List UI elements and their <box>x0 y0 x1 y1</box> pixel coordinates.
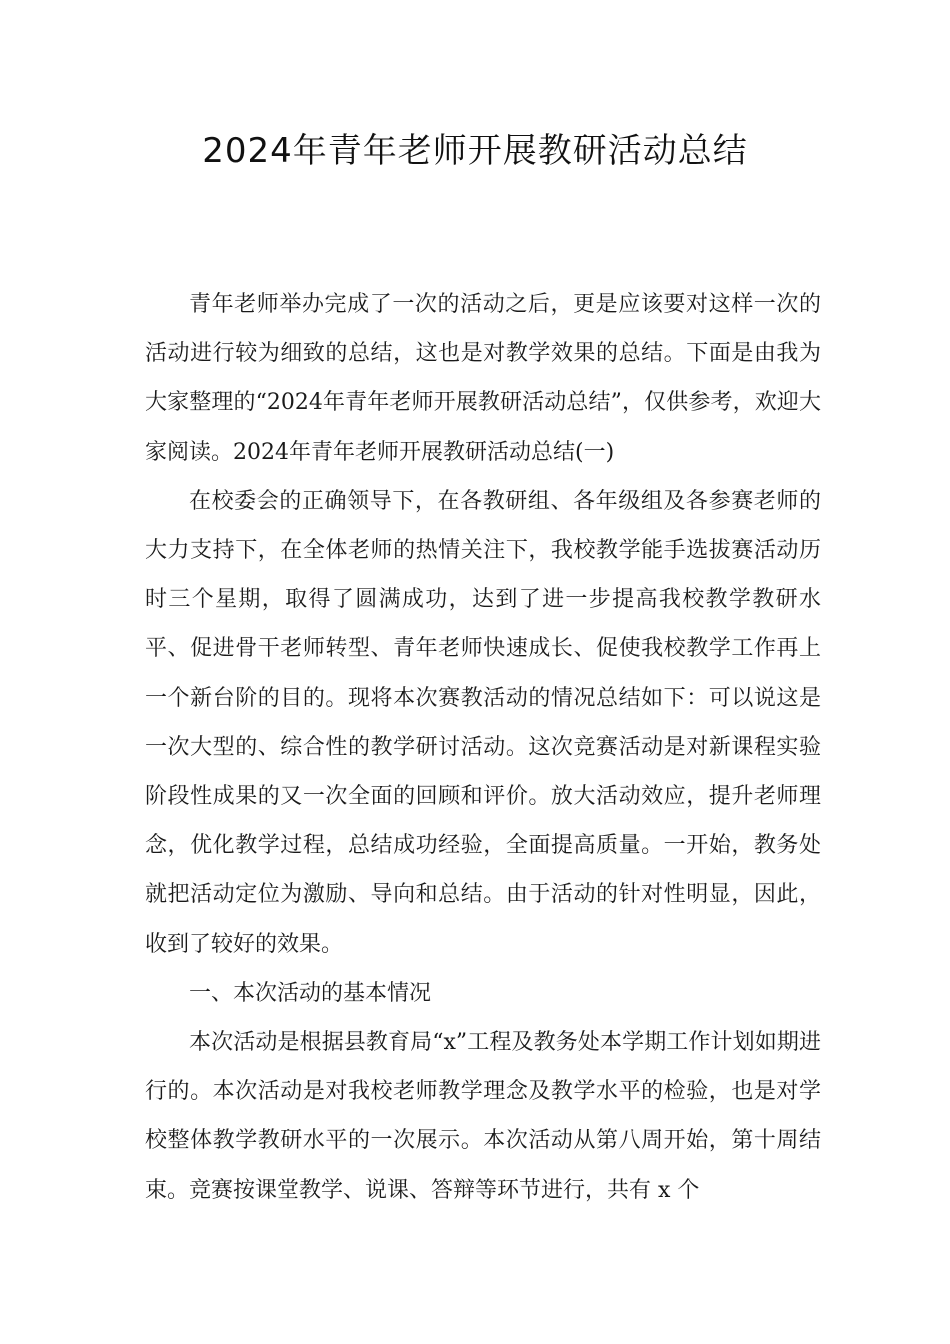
document-body <box>145 280 821 1215</box>
document-title: 2024年青年老师开展教研活动总结 <box>202 131 748 171</box>
section-heading: 一、本次活动的基本情况 <box>189 980 432 1006</box>
paragraph-basic-situation: 本次活动是根据县教育局“x”工程及教务处本学期工作计划如期进行的。本次活动是对我校老师教学理念及教学水平的检验，也是对学校整体教学教研水平的一次展示。本次活动从第八周开始，第十周结束。竞赛按课堂教学、说课、答辩等环节进行，共有 x 个 <box>145 1030 821 1203</box>
paragraph-intro: 青年老师举办完成了一次的活动之后，更是应该要对这样一次的活动进行较为细致的总结，这也是对教学效果的总结。下面是由我为大家整理的“2024年青年老师开展教研活动总结”，仅供参考，欢迎大家阅读。2024年青年老师开展教研活动总结(一) <box>145 292 821 465</box>
paragraph-summary: 在校委会的正确领导下，在各教研组、各年级组及各参赛老师的大力支持下，在全体老师的热情关注下，我校教学能手选拔赛活动历时三个星期，取得了圆满成功，达到了进一步提高我校教学教研水平、促进骨干老师转型、青年老师快速成长、促使我校教学工作再上一个新台阶的目的。现将本次赛教活动的情况总结如下：可以说这是一次大型的、综合性的教学研讨活动。这次竞赛活动是对新课程实验阶段性成果的又一次全面的回顾和评价。放大活动效应，提升老师理念，优化教学过程，总结成功经验，全面提高质量。一开始，教务处就把活动定位为激励、导向和总结。由于活动的针对性明显，因此，收到了较好的效果。 <box>145 488 821 957</box>
